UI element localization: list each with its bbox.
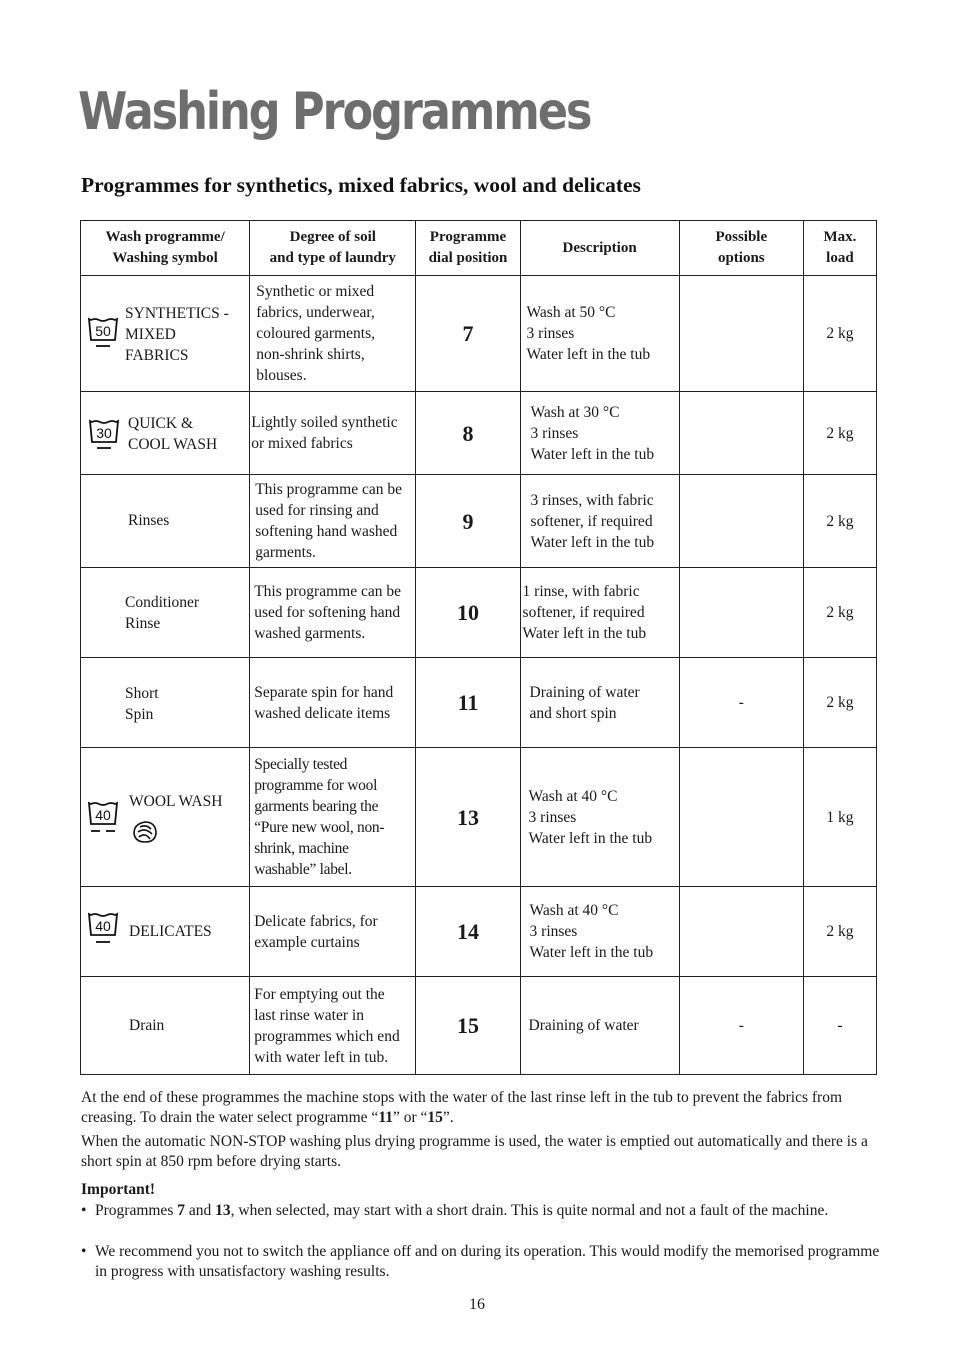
bullet-item: • We recommend you not to switch the appliance off and on during its operation. This would modify the memorised programme in progress with unsatisfactory washing results. bbox=[81, 1243, 880, 1280]
programme-cell bbox=[81, 276, 250, 392]
page-title: Washing Programmes bbox=[78, 82, 591, 142]
table-row bbox=[81, 658, 877, 748]
svg-text:40: 40 bbox=[95, 918, 111, 934]
important-heading: Important! bbox=[81, 1181, 156, 1198]
wash-tub-icon bbox=[87, 911, 119, 947]
description-cell: Wash at 30 °C 3 rinses Water left in the tub bbox=[520, 392, 679, 475]
header-degree-of-soil: Degree of soil and type of laundry bbox=[250, 221, 416, 276]
soil-cell: Separate spin for hand washed delicate items bbox=[250, 658, 416, 748]
programme-name: SYNTHETICS - MIXED FABRICS bbox=[125, 305, 229, 364]
options-cell: - bbox=[679, 977, 803, 1075]
note-non-stop: When the automatic NON-STOP washing plus drying programme is used, the water is emptied out automatically and there is a short spin at 850 rpm before drying starts. bbox=[81, 1133, 868, 1170]
soil-cell: Delicate fabrics, for example curtains bbox=[250, 887, 416, 977]
table-row bbox=[81, 748, 877, 887]
wash-tub-icon bbox=[87, 800, 119, 836]
programme-cell bbox=[81, 977, 250, 1075]
programme-name: WOOL WASH bbox=[129, 793, 223, 810]
wash-tub-icon bbox=[87, 316, 119, 350]
max-load: 1 kg bbox=[803, 748, 876, 887]
options-cell bbox=[679, 392, 803, 475]
dial-position: 7 bbox=[416, 276, 520, 392]
dial-position: 13 bbox=[416, 748, 520, 887]
programme-name: Rinses bbox=[128, 512, 170, 529]
header-description: Description bbox=[520, 221, 679, 276]
dial-position: 8 bbox=[416, 392, 520, 475]
soil-cell: This programme can be used for softening hand washed garments. bbox=[250, 568, 416, 658]
note-tub-water: At the end of these programmes the machine stops with the water of the last rinse left in the tub to prevent the fabrics from creasing. To drain the water select programme “11” or “15”. bbox=[81, 1089, 842, 1126]
table-row bbox=[81, 568, 877, 658]
header-possible-options: Possible options bbox=[679, 221, 803, 276]
options-cell bbox=[679, 475, 803, 568]
options-cell bbox=[679, 568, 803, 658]
dial-position: 10 bbox=[416, 568, 520, 658]
header-max-load: Max. load bbox=[803, 221, 876, 276]
max-load: 2 kg bbox=[803, 276, 876, 392]
programme-cell bbox=[81, 748, 250, 887]
options-cell bbox=[679, 887, 803, 977]
description-cell: Wash at 50 °C 3 rinses Water left in the tub bbox=[520, 276, 679, 392]
programme-name: Drain bbox=[129, 1017, 165, 1034]
header-wash-programme: Wash programme/ Washing symbol bbox=[81, 221, 250, 276]
max-load: 2 kg bbox=[803, 658, 876, 748]
max-load: 2 kg bbox=[803, 568, 876, 658]
svg-text:40: 40 bbox=[95, 807, 111, 823]
table-row bbox=[81, 392, 877, 475]
description-cell: Wash at 40 °C 3 rinses Water left in the tub bbox=[520, 887, 679, 977]
dial-position: 11 bbox=[416, 658, 520, 748]
wash-tub-icon bbox=[88, 418, 120, 452]
dial-position: 15 bbox=[416, 977, 520, 1075]
soil-cell: For emptying out the last rinse water in programmes which end with water left in tub. bbox=[250, 977, 416, 1075]
table-header-row bbox=[81, 221, 877, 276]
description-cell: Wash at 40 °C 3 rinses Water left in the tub bbox=[520, 748, 679, 887]
soil-cell: Specially tested programme for wool garments bearing the “Pure new wool, non- shrink, machine washable” label. bbox=[250, 748, 416, 887]
section-subtitle: Programmes for synthetics, mixed fabrics, wool and delicates bbox=[81, 173, 641, 197]
programme-cell bbox=[81, 568, 250, 658]
programme-name: Short Spin bbox=[125, 685, 159, 723]
programme-cell bbox=[81, 887, 250, 977]
header-dial-position: Programme dial position bbox=[416, 221, 520, 276]
programmes-table bbox=[80, 220, 877, 1075]
programme-name: QUICK & COOL WASH bbox=[128, 415, 218, 453]
table-row bbox=[81, 475, 877, 568]
table-row bbox=[81, 977, 877, 1075]
max-load: - bbox=[803, 977, 876, 1075]
wool-mark-icon bbox=[131, 819, 159, 845]
description-cell: 3 rinses, with fabric softener, if required Water left in the tub bbox=[520, 475, 679, 568]
programme-name: Conditioner Rinse bbox=[125, 594, 200, 632]
programme-cell bbox=[81, 658, 250, 748]
soil-cell: This programme can be used for rinsing and softening hand washed garments. bbox=[250, 475, 416, 568]
soil-cell: Lightly soiled synthetic or mixed fabrics bbox=[250, 392, 416, 475]
svg-text:50: 50 bbox=[95, 323, 111, 339]
options-cell bbox=[679, 276, 803, 392]
page-number: 16 bbox=[469, 1296, 485, 1313]
max-load: 2 kg bbox=[803, 392, 876, 475]
dial-position: 9 bbox=[416, 475, 520, 568]
soil-cell: Synthetic or mixed fabrics, underwear, coloured garments, non-shrink shirts, blouses. bbox=[250, 276, 416, 392]
table-row bbox=[81, 276, 877, 392]
dial-position: 14 bbox=[416, 887, 520, 977]
svg-text:30: 30 bbox=[96, 425, 112, 441]
programme-cell bbox=[81, 475, 250, 568]
programme-cell bbox=[81, 392, 250, 475]
bullet-item: • Programmes 7 and 13, when selected, may start with a short drain. This is quite normal and not a fault of the machine. bbox=[81, 1202, 829, 1219]
max-load: 2 kg bbox=[803, 475, 876, 568]
options-cell: - bbox=[679, 658, 803, 748]
description-cell: Draining of water bbox=[520, 977, 679, 1075]
options-cell bbox=[679, 748, 803, 887]
max-load: 2 kg bbox=[803, 887, 876, 977]
description-cell: 1 rinse, with fabric softener, if required Water left in the tub bbox=[520, 568, 679, 658]
table-row bbox=[81, 887, 877, 977]
programme-name: DELICATES bbox=[129, 923, 212, 940]
description-cell: Draining of water and short spin bbox=[520, 658, 679, 748]
